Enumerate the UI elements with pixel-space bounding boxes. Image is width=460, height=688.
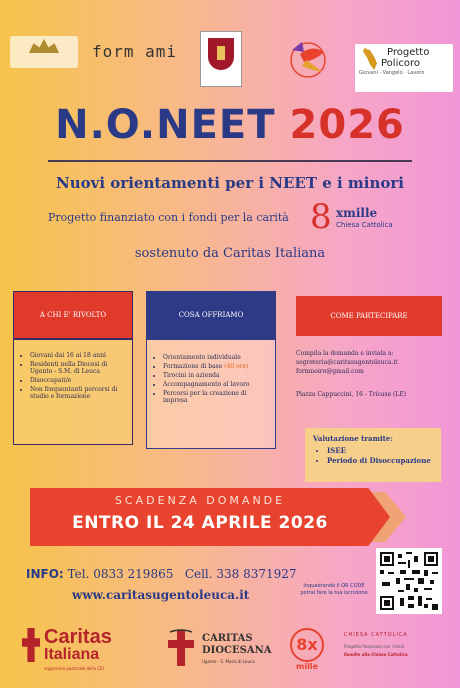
list-item: • ISEE	[327, 446, 433, 456]
address: Piazza Cappuccini, 16 - Tricase (LE)	[296, 391, 407, 398]
list-item: • Accompagnamento al lavoro	[163, 381, 269, 388]
caritas-caption: organismo pastorale della CEI	[44, 666, 104, 671]
email-link-1[interactable]: segreteria@caritasugentoleuca.it	[296, 359, 398, 366]
qr-note: Inquadrando il QR CODE potrai fare la tua iscrizione	[300, 583, 368, 596]
cell-number[interactable]: Cell. 338 8371927	[184, 567, 297, 581]
xm-number: 8x	[290, 628, 324, 662]
col-offer-heading: COSA OFFRIAMO	[146, 291, 276, 339]
list-item	[163, 363, 269, 370]
qr-code-icon	[380, 552, 438, 610]
qr-code[interactable]	[376, 548, 442, 614]
col-how-panel	[296, 349, 442, 399]
caritas-name: Caritas	[44, 626, 112, 648]
col-offer-panel	[146, 339, 276, 449]
cc-line1: CHIESA CATTOLICA	[344, 632, 408, 638]
logo-diocese-crest	[200, 31, 242, 87]
contact-info	[26, 567, 297, 581]
phone-number[interactable]: Tel. 0833 219865	[67, 567, 174, 581]
policoro-line1: Progetto	[387, 47, 430, 58]
list-item: • Periodo di Disoccupazione	[327, 456, 433, 466]
policoro-line2: Policoro	[381, 58, 420, 69]
col-target-heading: A CHI E' RIVOLTO	[13, 291, 133, 339]
logo-bird	[282, 36, 334, 80]
list-item: • Disoccupati/e	[30, 377, 126, 384]
xmille-label: xmille	[336, 206, 378, 220]
evaluation-box	[305, 428, 441, 482]
col-target-panel	[13, 339, 133, 445]
bird-icon	[282, 36, 334, 80]
evaluation-title: Valutazione tramite:	[313, 434, 393, 443]
deadline-label: SCADENZA DOMANDE	[114, 494, 286, 507]
cc-line2: Progetto finanziato con i fondi	[344, 644, 405, 649]
caritas-name2: Italiana	[44, 646, 100, 663]
cross-icon	[22, 628, 40, 662]
castle-icon	[29, 39, 59, 53]
funding-text: Progetto finanziato con i fondi per la carità	[48, 211, 289, 224]
website-link[interactable]: www.caritasugentoleuca.it	[72, 588, 250, 602]
cc-line3: 8xmille alla Chiesa Cattolica	[344, 652, 408, 657]
logo-progetto-policoro	[355, 44, 453, 92]
logo-chiesa-cattolica	[344, 632, 408, 657]
dio-line3: Ugento - S. Maria di Leuca	[202, 659, 255, 664]
logo-8xmille	[290, 628, 324, 672]
list-item: • Non frequentanti percorsi di studio e formazione	[30, 386, 126, 400]
list-item: • Tirocini in azienda	[163, 372, 269, 379]
logo-formami: form ami	[92, 42, 178, 61]
dio-line2: DIOCESANA	[202, 645, 272, 656]
supported-by: sostenuto da Caritas Italiana	[134, 246, 326, 261]
info-label: INFO:	[26, 567, 64, 581]
logo-association	[10, 36, 78, 68]
list-item: • Residenti nella Diocesi di Ugento - S.M. di Leuca	[30, 361, 126, 375]
cross-icon	[166, 628, 196, 668]
policoro-line3: Giovani · Vangelo · Lavoro	[359, 70, 425, 76]
xm-label: mille	[296, 662, 318, 671]
eight-number: 8	[310, 197, 332, 237]
email-link-2[interactable]: formnoiro@gmail.com	[296, 368, 364, 375]
italy-map-icon	[363, 48, 377, 70]
chiesa-cattolica-label: Chiesa Cattolica	[336, 221, 393, 229]
page-title	[0, 102, 460, 148]
list-item-text: Formazione di base	[163, 363, 223, 370]
how-instruction: Compila la domanda e inviala a:	[296, 350, 394, 357]
list-item: • Giovani dai 16 ai 18 anni	[30, 352, 126, 359]
list-item: • Orientamento individuale	[163, 354, 269, 361]
title-part1: N.O.NEET	[55, 102, 276, 148]
dio-line1: CARITAS	[202, 633, 253, 644]
title-year: 2026	[289, 102, 405, 148]
title-divider	[48, 160, 412, 162]
subtitle: Nuovi orientamenti per i NEET e i minori	[56, 174, 404, 192]
col-how-heading: COME PARTECIPARE	[296, 296, 442, 336]
list-item: • Percorsi per la creazione di impresa	[163, 390, 269, 404]
deadline-date: ENTRO IL 24 APRILE 2026	[72, 513, 328, 533]
hours-note: (40 ore)	[224, 363, 249, 370]
shield-icon	[208, 38, 234, 70]
